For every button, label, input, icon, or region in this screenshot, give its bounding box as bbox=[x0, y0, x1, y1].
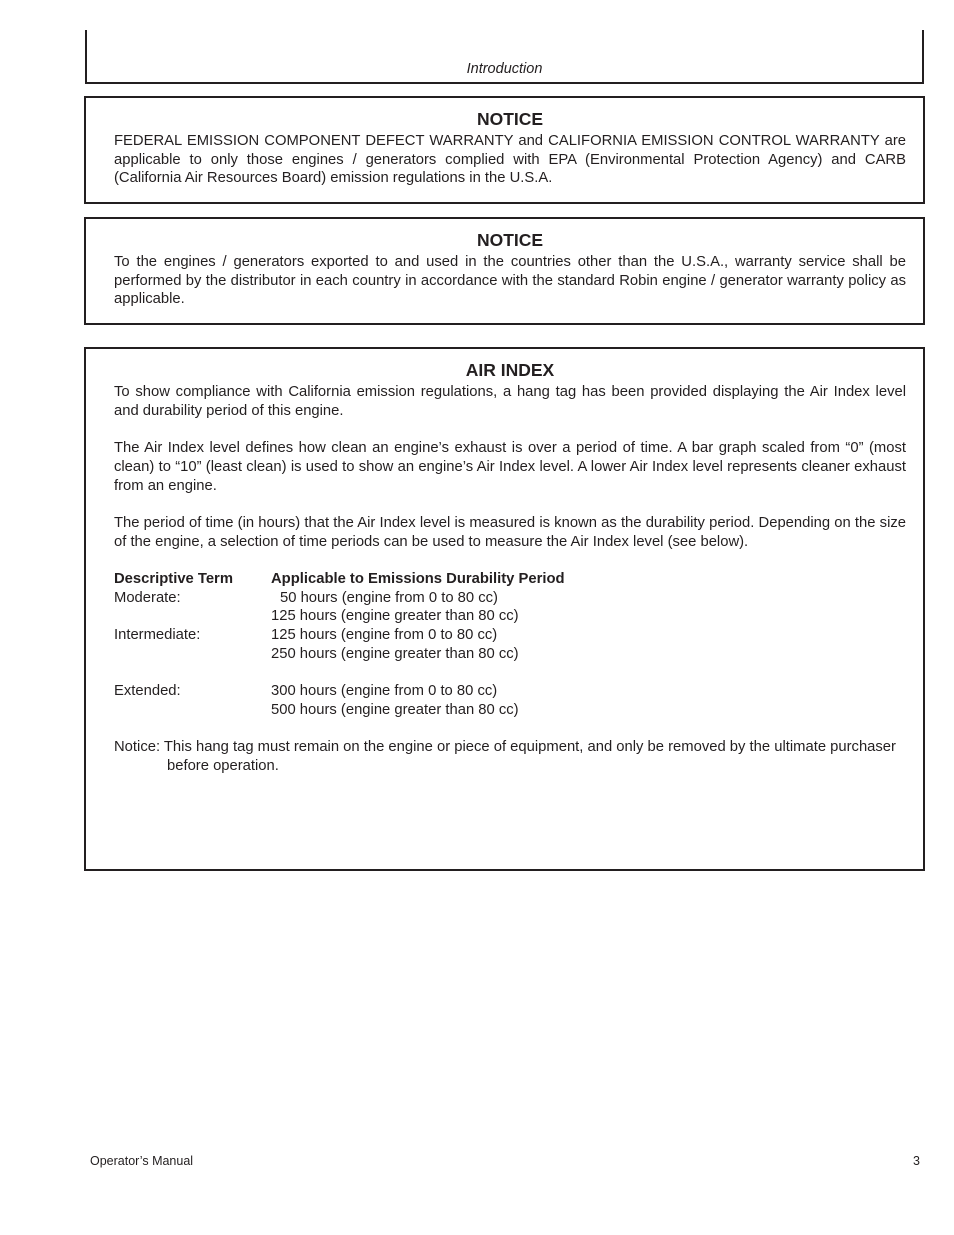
durability-table-header bbox=[114, 570, 906, 589]
table-row bbox=[114, 589, 906, 626]
period-line: 300 hours (engine from 0 to 80 cc) bbox=[271, 683, 498, 700]
section-title: Introduction bbox=[466, 61, 543, 77]
period-line: 125 hours (engine greater than 80 cc) bbox=[271, 608, 519, 625]
period-line: 250 hours (engine greater than 80 cc) bbox=[271, 645, 519, 662]
notice-box-export-warranty bbox=[84, 217, 925, 325]
term-moderate: Moderate: bbox=[114, 589, 181, 606]
notice-title: NOTICE bbox=[476, 230, 544, 250]
table-row bbox=[114, 626, 906, 663]
term-intermediate: Intermediate: bbox=[114, 627, 201, 644]
notice-body: FEDERAL EMISSION COMPONENT DEFECT WARRANTY and CALIFORNIA EMISSION CONTROL WARRANTY are applicable to only those engines / generators complied with EPA (Environmental Protection Agency) and CARB (California Air Resources Board) emission regulations in the U.S.A. bbox=[114, 133, 906, 187]
hang-tag-notice: Notice: This hang tag must remain on the engine or piece of equipment, and only be removed by the ultimate purchaser before operation. bbox=[114, 739, 896, 774]
term-extended: Extended: bbox=[114, 683, 181, 700]
durability-table-first-group bbox=[114, 570, 906, 626]
notice-box-emission-warranty bbox=[84, 96, 925, 204]
footer-manual-title: Operator’s Manual bbox=[90, 1154, 194, 1168]
header-frame bbox=[85, 30, 924, 84]
header-descriptive-term: Descriptive Term bbox=[114, 570, 233, 587]
table-row bbox=[114, 682, 906, 719]
air-index-box bbox=[84, 347, 925, 871]
air-index-paragraph: To show compliance with California emission regulations, a hang tag has been provided displaying the Air Index level and durability period of this engine. bbox=[114, 384, 906, 419]
durability-table bbox=[114, 570, 906, 720]
air-index-paragraph: The Air Index level defines how clean an engine’s exhaust is over a period of time. A bar graph scaled from “0” (most clean) to “10” (least clean) is used to show an engine’s Air Index level. A lower Air Index level represents cleaner exhaust from an engine. bbox=[114, 440, 906, 494]
notice-title: NOTICE bbox=[476, 109, 544, 129]
air-index-paragraph: The period of time (in hours) that the Air Index level is measured is known as the durability period. Depending on the size of the engine, a selection of time periods can be used to measure the Air Index level (see below). bbox=[114, 514, 906, 550]
period-line: 125 hours (engine from 0 to 80 cc) bbox=[271, 627, 498, 644]
period-line: 50 hours (engine from 0 to 80 cc) bbox=[280, 589, 498, 606]
notice-body: To the engines / generators exported to and used in the countries other than the U.S.A., warranty service shall be performed by the distributor in each country in accordance with the standard Robin engine / generator warranty policy as applicable. bbox=[114, 254, 906, 308]
header-durability-period: Applicable to Emissions Durability Period bbox=[271, 570, 565, 587]
page-number: 3 bbox=[913, 1154, 920, 1168]
period-line: 500 hours (engine greater than 80 cc) bbox=[271, 701, 519, 718]
air-index-title: AIR INDEX bbox=[465, 360, 555, 380]
